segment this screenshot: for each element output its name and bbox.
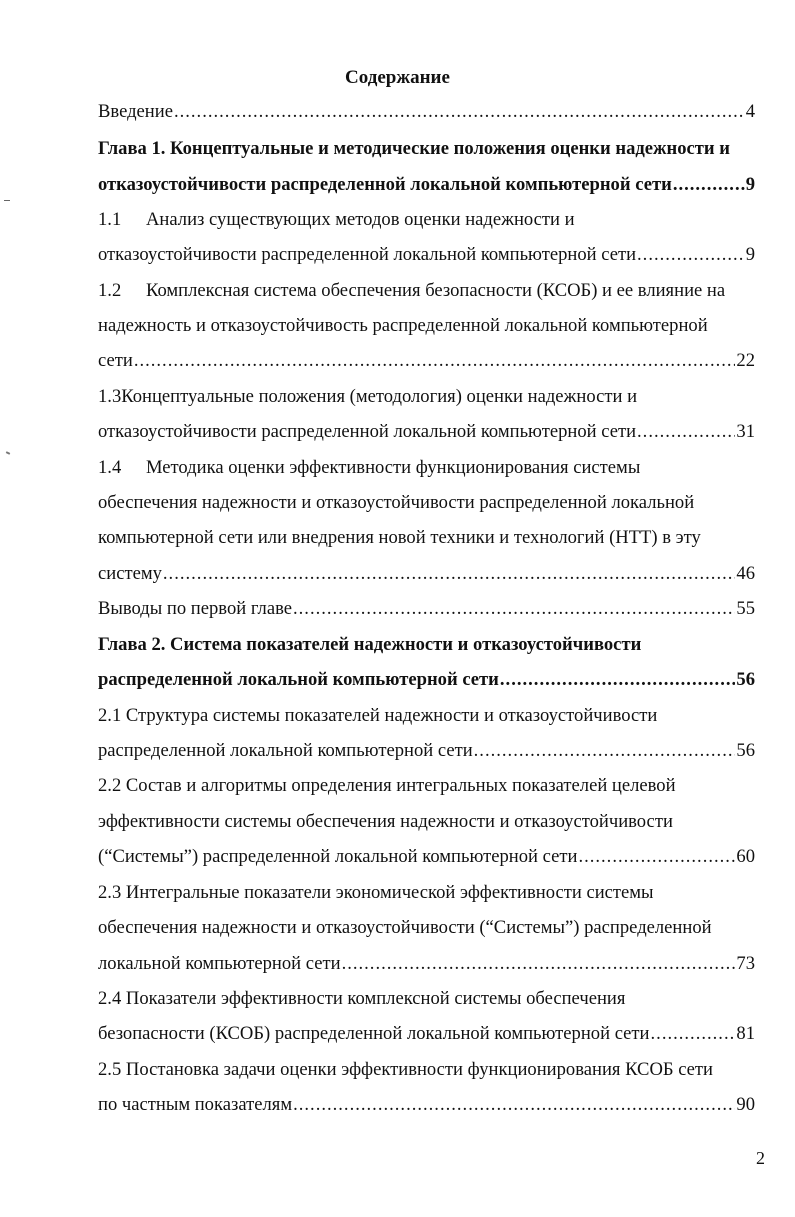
toc-page-number: 73 — [736, 953, 755, 974]
toc-entry-text: систему — [98, 563, 162, 584]
leader-dots — [578, 846, 735, 868]
leader-dots — [651, 1023, 736, 1045]
toc-section-1-4-line3[interactable]: компьютерной сети или внедрения новой техники и технологий (НТТ) в эту — [98, 527, 701, 548]
section-number: 1.2 — [98, 280, 122, 301]
toc-entry-text: отказоустойчивости распределенной локальной компьютерной сети — [98, 421, 637, 442]
leader-dots — [637, 244, 745, 266]
toc-section-2-5-line1[interactable]: 2.5 Постановка задачи оценки эффективности функционирования КСОБ сети — [98, 1059, 714, 1080]
toc-section-2-1-line1[interactable]: 2.1 Структура системы показателей надежности и отказоустойчивости — [98, 705, 658, 726]
page-title: Содержание — [345, 67, 450, 88]
toc-entry-text: по частным показателям — [98, 1094, 293, 1115]
toc-section-2-3-line1[interactable]: 2.3 Интегральные показатели экономической эффективности системы — [98, 882, 654, 903]
toc-page-number: 55 — [736, 598, 755, 619]
toc-section-2-2-line2[interactable]: эффективности системы обеспечения надежности и отказоустойчивости — [98, 811, 673, 832]
toc-page-number: 9 — [745, 174, 755, 195]
toc-section-2-2[interactable] — [98, 846, 755, 868]
toc-section-1-4-line1[interactable] — [98, 457, 640, 479]
toc-entry-text: безопасности (КСОБ) распределенной локальной компьютерной сети — [98, 1023, 650, 1044]
toc-section-1-4[interactable] — [98, 563, 755, 585]
toc-section-1-2[interactable] — [98, 350, 755, 372]
toc-section-1-2-line1[interactable] — [98, 280, 725, 302]
toc-entry-text: (“Системы”) распределенной локальной компьютерной сети — [98, 846, 578, 867]
leader-dots — [637, 421, 735, 443]
leader-dots — [342, 953, 736, 975]
toc-section-1-3-line1[interactable]: 1.3Концептуальные положения (методология) оценки надежности и — [98, 386, 638, 407]
toc-entry-text: распределенной локальной компьютерной сети — [98, 740, 473, 761]
toc-entry-text: Комплексная система обеспечения безопасности (КСОБ) и ее влияние на — [146, 280, 726, 301]
toc-page-number: 31 — [736, 421, 755, 442]
toc-page-number: 9 — [745, 244, 755, 265]
toc-section-2-1[interactable] — [98, 740, 755, 762]
toc-section-1-1-line1[interactable] — [98, 209, 575, 231]
toc-page-number: 4 — [745, 101, 755, 122]
toc-entry-text: Выводы по первой главе — [98, 598, 292, 619]
toc-section-2-4[interactable] — [98, 1023, 755, 1045]
toc-entry-text: отказоустойчивости распределенной локальной компьютерной сети — [98, 244, 637, 265]
toc-page-number: 81 — [736, 1023, 755, 1044]
toc-chapter-2[interactable] — [98, 669, 755, 691]
toc-conclusions-1[interactable] — [98, 598, 755, 620]
toc-section-1-2-line2[interactable]: надежность и отказоустойчивость распределенной локальной компьютерной — [98, 315, 708, 336]
section-number: 1.4 — [98, 457, 122, 478]
section-number: 1.1 — [98, 209, 122, 230]
leader-dots — [474, 740, 736, 762]
toc-entry-text: локальной компьютерной сети — [98, 953, 341, 974]
leader-dots — [673, 174, 745, 196]
toc-section-2-3[interactable] — [98, 953, 755, 975]
leader-dots — [163, 563, 736, 585]
scan-mark — [4, 200, 10, 201]
toc-section-1-3[interactable] — [98, 421, 755, 443]
leader-dots — [293, 1094, 735, 1116]
leader-dots — [293, 598, 735, 620]
toc-entry-text: Анализ существующих методов оценки надежности и — [146, 209, 575, 230]
toc-page-number: 56 — [736, 740, 755, 761]
toc-page-number: 90 — [736, 1094, 755, 1115]
leader-dots — [174, 101, 745, 123]
toc-entry-text: сети — [98, 350, 133, 371]
toc-section-2-5[interactable] — [98, 1094, 755, 1116]
page-number: 2 — [756, 1148, 765, 1168]
toc-entry-text: распределенной локальной компьютерной сети — [98, 669, 499, 690]
toc-entry-text: Введение — [98, 101, 173, 122]
leader-dots — [500, 669, 736, 691]
toc-page-number: 56 — [736, 669, 755, 690]
toc-entry-text: Методика оценки эффективности функционирования системы — [146, 457, 641, 478]
toc-section-2-4-line1[interactable]: 2.4 Показатели эффективности комплексной системы обеспечения — [98, 988, 626, 1009]
leader-dots — [134, 350, 736, 372]
toc-chapter-1-line1[interactable]: Глава 1. Концептуальные и методические положения оценки надежности и — [98, 138, 731, 159]
toc-section-2-3-line2[interactable]: обеспечения надежности и отказоустойчивости (“Системы”) распределенной — [98, 917, 712, 938]
toc-chapter-1[interactable] — [98, 174, 755, 196]
scan-mark — [6, 451, 10, 455]
toc-section-1-4-line2[interactable]: обеспечения надежности и отказоустойчивости распределенной локальной — [98, 492, 695, 513]
toc-entry-text: отказоустойчивости распределенной локальной компьютерной сети — [98, 174, 672, 195]
toc-section-2-2-line1[interactable]: 2.2 Состав и алгоритмы определения интегральных показателей целевой — [98, 775, 676, 796]
toc-page-number: 60 — [736, 846, 755, 867]
toc-page-number: 46 — [736, 563, 755, 584]
toc-page-number: 22 — [736, 350, 755, 371]
toc-entry-intro[interactable] — [98, 101, 755, 123]
toc-section-1-1[interactable] — [98, 244, 755, 266]
toc-chapter-2-line1[interactable]: Глава 2. Система показателей надежности и отказоустойчивости — [98, 634, 642, 655]
